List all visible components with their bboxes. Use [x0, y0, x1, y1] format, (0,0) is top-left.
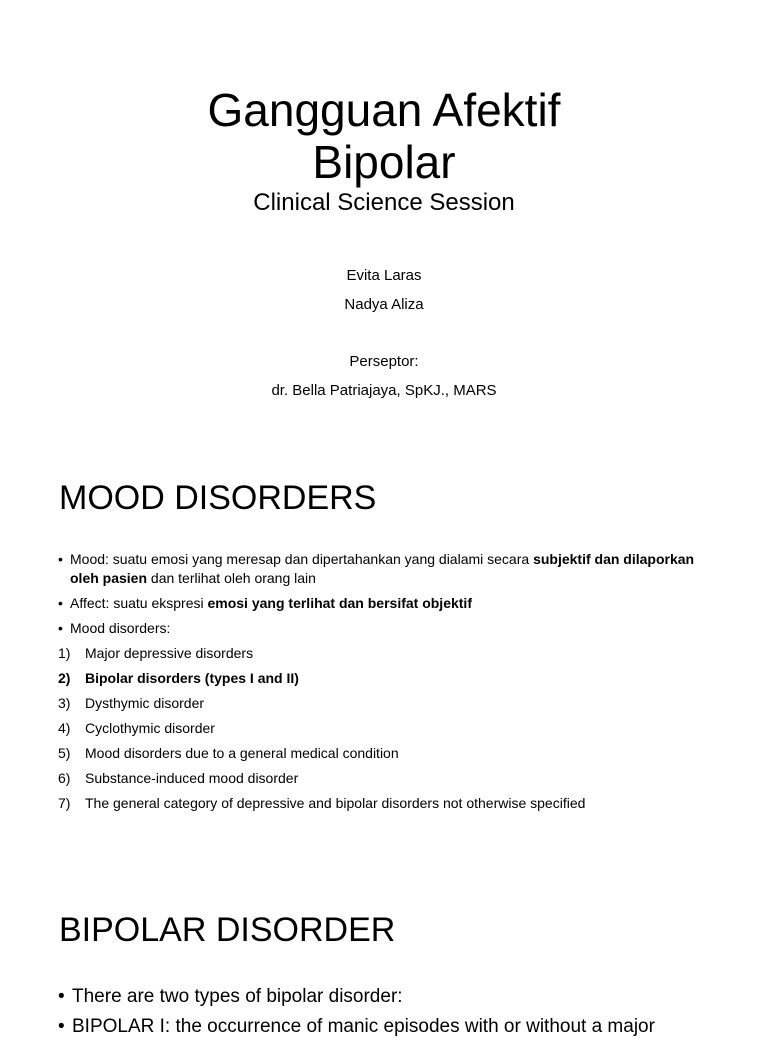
bullet-mood: • Mood: suatu emosi yang meresap dan dipertahankan yang dialami secara subjektif dan dilaporkan oleh pasien dan terlihat oleh orang lain: [58, 550, 718, 588]
spacer: [0, 322, 768, 350]
list-item: 4) Cyclothymic disorder: [58, 720, 215, 736]
presentation-subtitle: Clinical Science Session: [253, 189, 515, 216]
preceptor-name: dr. Bella Patriajaya, SpKJ., MARS: [271, 382, 497, 399]
author-name: Evita Laras: [346, 267, 422, 284]
slide-heading: BIPOLAR DISORDER: [59, 911, 396, 949]
author-block: [0, 264, 768, 408]
mood-disorders-slide: [0, 432, 768, 866]
bullet-list: [58, 550, 718, 819]
author-name: Nadya Aliza: [344, 296, 424, 313]
list-item: 1) Major depressive disorders: [58, 645, 254, 661]
list-item: 5) Mood disorders due to a general medical condition: [58, 745, 399, 761]
title-line-1: Gangguan Afektif: [207, 84, 561, 136]
list-item: 7) The general category of depressive and bipolar disorders not otherwise specified: [58, 795, 586, 811]
bullet-list: [58, 984, 738, 1044]
title-slide: [0, 0, 768, 432]
list-item: 6) Substance-induced mood disorder: [58, 770, 299, 786]
bullet-item: • There are two types of bipolar disorder:: [58, 984, 738, 1010]
title-line-2: Bipolar: [312, 136, 456, 188]
list-item: 3) Dysthymic disorder: [58, 695, 205, 711]
presentation-title: [0, 84, 768, 188]
bullet-item: • BIPOLAR I: the occurrence of manic episodes with or without a major: [58, 1014, 738, 1040]
list-item: 2) Bipolar disorders (types I and II): [58, 670, 299, 686]
bipolar-disorder-slide: [0, 866, 768, 1037]
bullet-affect: • Affect: suatu ekspresi emosi yang terlihat dan bersifat objektif: [58, 594, 718, 613]
slide-heading: MOOD DISORDERS: [59, 479, 377, 517]
bullet-mood-disorders: • Mood disorders:: [58, 619, 718, 638]
preceptor-label: Perseptor:: [349, 353, 419, 370]
